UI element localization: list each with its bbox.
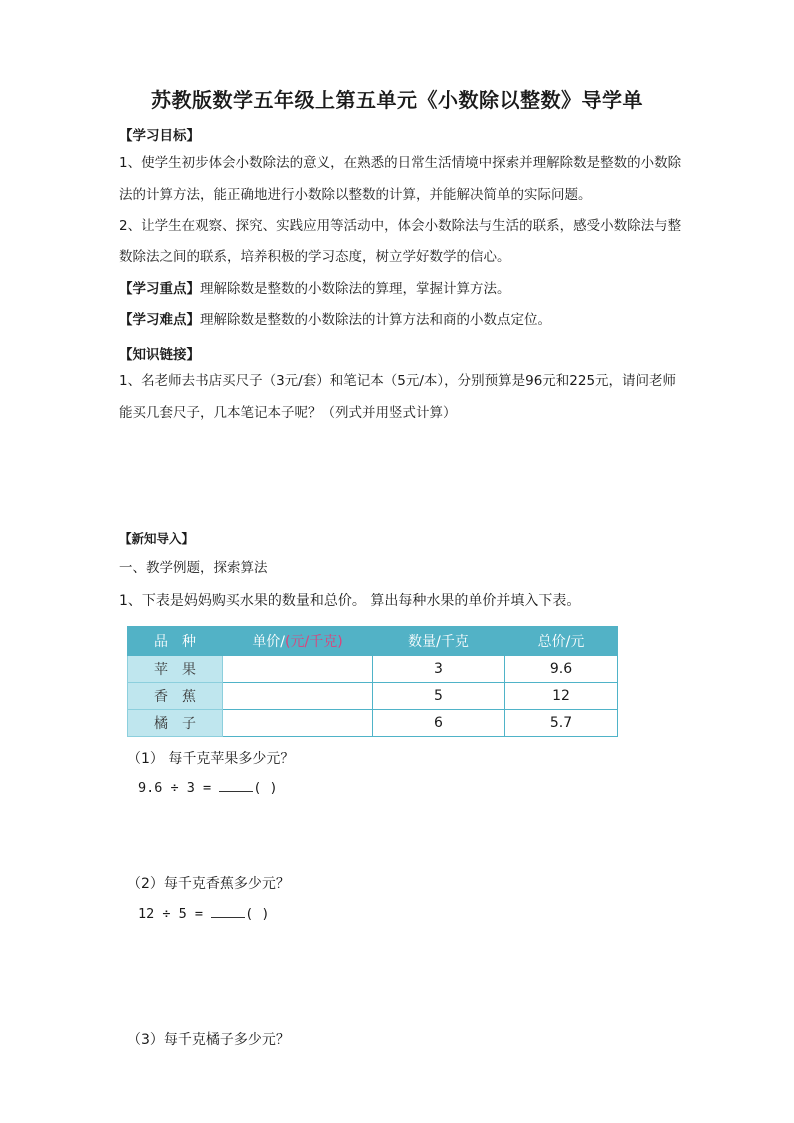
header-price-unit: (元/千克) (285, 634, 343, 650)
key-point (119, 274, 511, 305)
new-header: 【新知导入】 (119, 531, 195, 546)
task-text: 1、下表是妈妈购买水果的数量和总价。 算出每种水果的单价并填入下表。 (119, 593, 581, 609)
goals-item-2-line-2: 数除法之间的联系，培养积极的学习态度，树立学好数学的信心。 (119, 249, 511, 265)
fruit-table (127, 626, 618, 737)
section-title: 一、教学例题，探索算法 (119, 560, 268, 576)
row-price-cell[interactable] (223, 710, 373, 737)
table-row (128, 656, 618, 683)
header-total: 总价/元 (505, 627, 618, 656)
goals-item-1 (119, 148, 681, 179)
link-header: 【知识链接】 (119, 347, 200, 363)
key-point-text: 理解除数是整数的小数除法的算理，掌握计算方法。 (200, 281, 511, 297)
difficulty-text: 理解除数是整数的小数除法的计算方法和商的小数点定位。 (200, 312, 551, 328)
row-total: 9.6 (505, 656, 618, 683)
row-qty: 6 (373, 710, 505, 737)
link-line-1: 1、名老师去书店买尺子（3元/套）和笔记本（5元/本），分别预算是96元和225元，请问老师 (119, 373, 677, 389)
question-1-equation (138, 779, 278, 796)
table-row (128, 710, 618, 737)
difficulty-header: 【学习难点】 (119, 312, 200, 328)
answer-blank-1[interactable] (219, 779, 253, 792)
goals-item-2 (119, 211, 681, 242)
unit-paren-2[interactable]: ( ) (245, 906, 270, 922)
goals-item-1-line-2: 法的计算方法，能正确地进行小数除以整数的计算，并能解决简单的实际问题。 (119, 187, 592, 203)
row-name: 橘 子 (128, 710, 223, 737)
question-2: （2）每千克香蕉多少元？ (127, 876, 290, 892)
link-line-2: 能买几套尺子，几本笔记本子呢？（列式并用竖式计算） (119, 405, 457, 421)
question-2-equation (138, 905, 270, 922)
unit-paren-1[interactable]: ( ) (253, 780, 278, 796)
row-price-cell[interactable] (223, 656, 373, 683)
row-price-cell[interactable] (223, 683, 373, 710)
question-3: （3）每千克橘子多少元？ (127, 1032, 290, 1048)
row-name: 苹 果 (128, 656, 223, 683)
row-total: 12 (505, 683, 618, 710)
question-1-expr: 9.6 ÷ 3 = (138, 780, 212, 796)
goals-item-2-line-1: 2、让学生在观察、探究、实践应用等活动中，体会小数除法与生活的联系，感受小数除法与整 (119, 218, 682, 234)
answer-blank-2[interactable] (211, 905, 245, 918)
goals-item-1-cont (119, 180, 592, 211)
header-price: 单价/(元/千克) (223, 627, 373, 656)
row-total: 5.7 (505, 710, 618, 737)
row-name: 香 蕉 (128, 683, 223, 710)
table-header-row (128, 627, 618, 656)
question-1: （1） 每千克苹果多少元？ (127, 751, 295, 767)
goals-header: 【学习目标】 (119, 128, 200, 144)
key-point-header: 【学习重点】 (119, 281, 200, 297)
row-qty: 3 (373, 656, 505, 683)
row-qty: 5 (373, 683, 505, 710)
header-name: 品 种 (128, 627, 223, 656)
table-row (128, 683, 618, 710)
question-2-expr: 12 ÷ 5 = (138, 906, 204, 922)
header-qty: 数量/千克 (373, 627, 505, 656)
goals-item-2-cont (119, 242, 511, 273)
page-title: 苏教版数学五年级上第五单元《小数除以整数》导学单 (151, 88, 643, 112)
difficulty (119, 305, 551, 336)
goals-item-1-line-1: 1、使学生初步体会小数除法的意义，在熟悉的日常生活情境中探索并理解除数是整数的小数除 (119, 155, 682, 171)
